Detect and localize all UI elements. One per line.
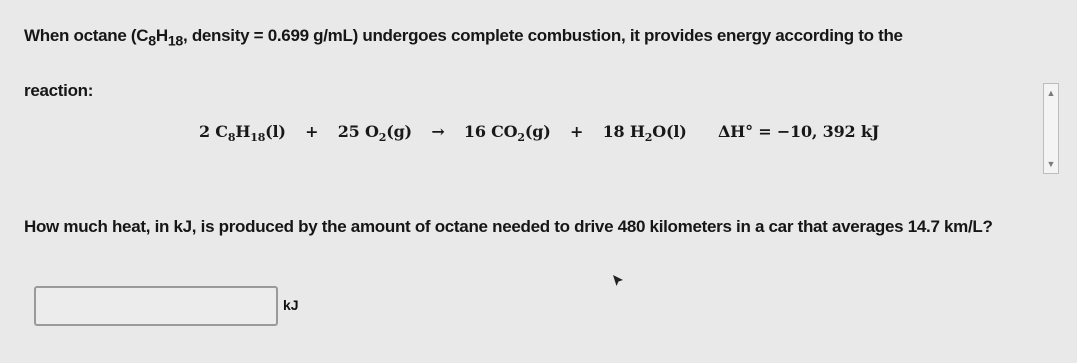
eq-state-gas-2: (g) bbox=[524, 122, 551, 141]
eq-plus-2: + bbox=[570, 122, 584, 141]
eq-o: O bbox=[652, 122, 666, 141]
mouse-cursor-icon bbox=[611, 274, 625, 290]
eq-sub-8: 8 bbox=[227, 131, 236, 145]
answer-input[interactable] bbox=[34, 286, 278, 326]
eq-sub-co2: 2 bbox=[517, 131, 525, 145]
eq-sub-o2: 2 bbox=[378, 131, 387, 145]
scroll-down-icon[interactable]: ▼ bbox=[1046, 159, 1056, 169]
chemical-equation bbox=[199, 122, 879, 144]
scroll-up-icon[interactable]: ▲ bbox=[1046, 88, 1056, 98]
eq-sub-h2: 2 bbox=[644, 131, 653, 145]
eq-state-liquid-2: (l) bbox=[665, 122, 687, 141]
vertical-scrollbar[interactable] bbox=[1043, 83, 1059, 174]
eq-co2-coef: 16 CO bbox=[463, 122, 518, 141]
intro-text-end: , density = 0.699 g/mL) undergoes complete combustion, it provides energy according to the bbox=[182, 26, 903, 45]
eq-state-liquid-1: (l) bbox=[265, 122, 286, 141]
eq-enthalpy: ΔH° = −10, 392 kJ bbox=[717, 122, 880, 141]
eq-octane-coef: 2 C bbox=[199, 122, 228, 141]
intro-text-start: When octane (C bbox=[24, 26, 149, 45]
eq-sub-18: 18 bbox=[250, 131, 266, 145]
intro-subscript-8: 8 bbox=[148, 33, 156, 50]
intro-text-h: H bbox=[155, 26, 168, 45]
eq-arrow-icon: → bbox=[431, 122, 445, 141]
intro-reaction-label: reaction: bbox=[24, 81, 94, 101]
eq-plus-1: + bbox=[305, 122, 319, 141]
intro-subscript-18: 18 bbox=[167, 33, 183, 50]
question-text: How much heat, in kJ, is produced by the amount of octane needed to drive 480 kilometers in a car that averages 14.7 km/L? bbox=[24, 217, 993, 236]
answer-unit-label: kJ bbox=[283, 297, 299, 313]
eq-water-coef: 18 H bbox=[602, 122, 645, 141]
eq-h: H bbox=[235, 122, 251, 141]
problem-intro bbox=[24, 11, 1024, 116]
eq-oxygen-coef: 25 O bbox=[337, 122, 379, 141]
eq-state-gas-1: (g) bbox=[386, 122, 412, 141]
